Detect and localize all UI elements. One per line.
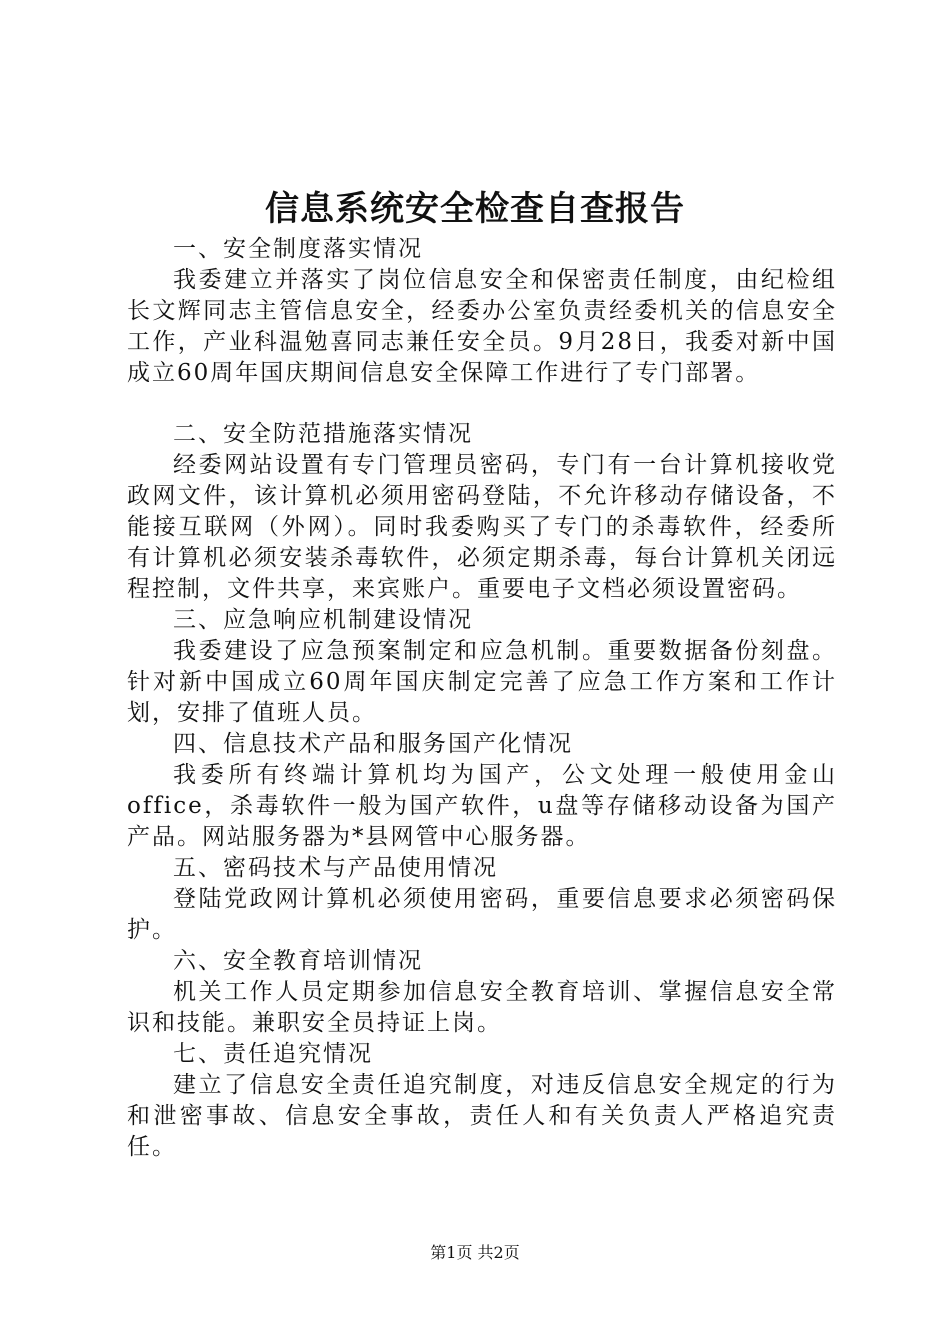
document-body: [127, 234, 837, 1163]
section-paragraph: 我委建设了应急预案制定和应急机制。重要数据备份刻盘。针对新中国成立60周年国庆制定完善了应急工作方案和工作计划，安排了值班人员。: [127, 638, 837, 726]
paragraph-spacer: [127, 389, 837, 419]
section-paragraph: 建立了信息安全责任追究制度，对违反信息安全规定的行为和泄密事故、信息安全事故，责任人和有关负责人严格追究责任。: [127, 1072, 837, 1160]
section-heading: 二、安全防范措施落实情况: [173, 421, 473, 447]
page-footer: 第1页 共2页: [430, 1243, 520, 1262]
section-heading: 四、信息技术产品和服务国产化情况: [173, 731, 573, 757]
section-heading: 一、安全制度落实情况: [173, 236, 423, 262]
section-heading: 五、密码技术与产品使用情况: [173, 855, 498, 881]
section-heading: 三、应急响应机制建设情况: [173, 607, 473, 633]
section-paragraph: 机关工作人员定期参加信息安全教育培训、掌握信息安全常识和技能。兼职安全员持证上岗。: [127, 979, 837, 1036]
section-paragraph: 我委建立并落实了岗位信息安全和保密责任制度，由纪检组长文辉同志主管信息安全，经委办公室负责经委机关的信息安全工作，产业科温勉喜同志兼任安全员。9月28日，我委对新中国成立60周年国庆期间信息安全保障工作进行了专门部署。: [127, 267, 837, 386]
section-heading: 七、责任追究情况: [173, 1041, 373, 1067]
document-title: 信息系统安全检查自查报告: [265, 189, 685, 229]
section-paragraph: 我委所有终端计算机均为国产，公文处理一般使用金山office，杀毒软件一般为国产软件，u盘等存储移动设备为国产产品。网站服务器为*县网管中心服务器。: [127, 762, 837, 850]
section-paragraph: 经委网站设置有专门管理员密码，专门有一台计算机接收党政网文件，该计算机必须用密码登陆，不允许移动存储设备，不能接互联网（外网）。同时我委购买了专门的杀毒软件，经委所有计算机必须安装杀毒软件，必须定期杀毒，每台计算机关闭远程控制，文件共享，来宾账户。重要电子文档必须设置密码。: [127, 452, 837, 602]
section-paragraph: 登陆党政网计算机必须使用密码，重要信息要求必须密码保护。: [127, 886, 837, 943]
section-heading: 六、安全教育培训情况: [173, 948, 423, 974]
